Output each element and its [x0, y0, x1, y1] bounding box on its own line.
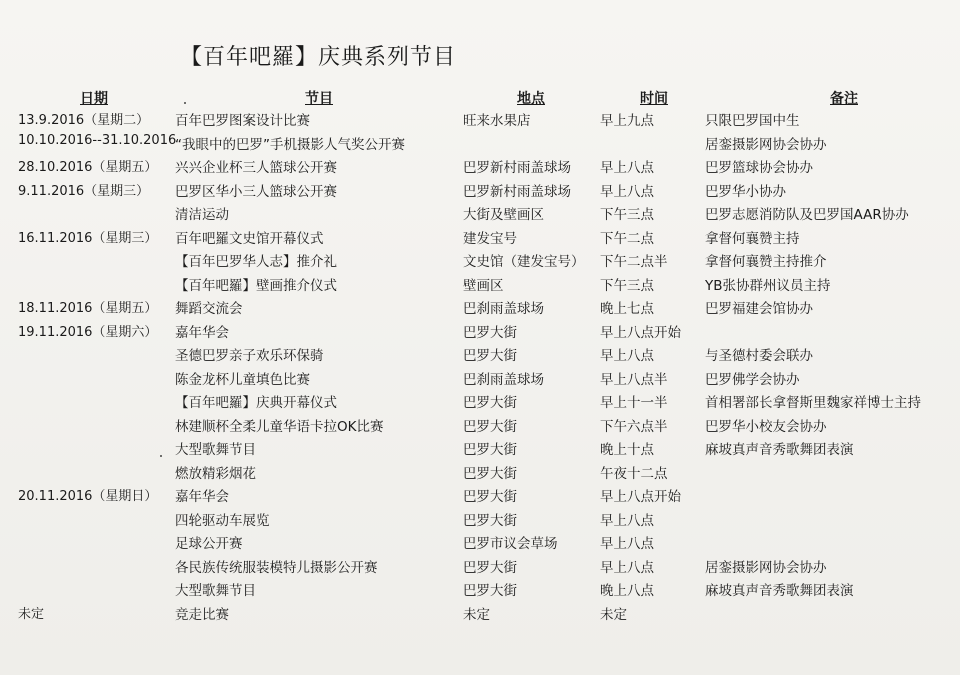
row-remarks: 巴罗华小协办 — [705, 183, 786, 200]
row-location: 建发宝号 — [463, 230, 517, 247]
row-time: 早上八点 — [600, 183, 654, 200]
row-location: 巴刹雨盖球场 — [463, 301, 544, 317]
header-remarks: 备注 — [830, 91, 858, 107]
row-program: 巴罗区华小三人篮球公开赛 — [175, 183, 337, 200]
row-time: 下午三点 — [600, 207, 654, 223]
row-location: 巴罗新村雨盖球场 — [463, 183, 571, 200]
table-row — [0, 130, 960, 154]
row-time: 早上八点 — [600, 536, 654, 552]
row-remarks: 首相署部长拿督斯里魏家祥博士主持 — [705, 395, 921, 411]
table-row — [0, 153, 960, 177]
row-location: 巴罗大街 — [463, 512, 517, 529]
row-time: 早上八点开始 — [600, 489, 681, 505]
header-program: 节目 — [305, 91, 333, 107]
row-date: 16.11.2016（星期三） — [18, 230, 158, 246]
row-location: 巴罗大街 — [463, 583, 517, 599]
row-location: 巴罗大街 — [463, 324, 517, 341]
schedule-table — [0, 106, 960, 623]
row-program: 竞走比赛 — [175, 606, 229, 623]
table-row — [0, 412, 960, 436]
row-time: 早上八点 — [600, 559, 654, 576]
row-location: 壁画区 — [463, 277, 504, 294]
row-program: 嘉年华会 — [175, 324, 229, 341]
row-location: 大街及壁画区 — [463, 207, 544, 223]
row-location: 巴罗大街 — [463, 418, 517, 435]
header-location: 地点 — [517, 91, 545, 107]
row-remarks: 巴罗志愿消防队及巴罗国AAR协办 — [705, 207, 909, 223]
row-program: 大型歌舞节目 — [175, 442, 256, 458]
row-time: 早上九点 — [600, 113, 654, 129]
row-location: 未定 — [463, 606, 490, 623]
row-program: “我眼中的巴罗”手机摄影人气奖公开赛 — [175, 136, 405, 153]
table-row — [0, 247, 960, 271]
row-program: 嘉年华会 — [175, 489, 229, 505]
row-time: 晚上七点 — [600, 301, 654, 317]
row-time: 晚上十点 — [600, 442, 654, 458]
row-program: 陈金龙杯儿童填色比赛 — [175, 371, 310, 388]
table-row — [0, 106, 960, 130]
row-time: 下午三点 — [600, 277, 654, 294]
table-row — [0, 294, 960, 318]
row-program: 舞蹈交流会 — [175, 301, 243, 317]
row-program: 清洁运动 — [175, 207, 229, 223]
row-location: 巴刹雨盖球场 — [463, 371, 544, 388]
table-row — [0, 200, 960, 224]
table-row — [0, 529, 960, 553]
row-time: 早上八点 — [600, 160, 654, 176]
row-date: 未定 — [18, 606, 45, 622]
table-row — [0, 365, 960, 389]
row-remarks: 巴罗福建会馆协办 — [705, 301, 813, 317]
table-row — [0, 576, 960, 600]
row-time: 未定 — [600, 606, 627, 623]
row-date: 9.11.2016（星期三） — [18, 183, 150, 199]
table-row — [0, 459, 960, 483]
row-location: 巴罗市议会草场 — [463, 536, 558, 552]
row-time: 早上八点 — [600, 512, 654, 529]
row-remarks: 巴罗佛学会协办 — [705, 371, 800, 388]
document-title: 【百年吧羅】庆典系列节目 — [180, 45, 457, 70]
row-program: 【百年巴罗华人志】推介礼 — [175, 254, 337, 270]
row-date: 20.11.2016（星期日） — [18, 489, 158, 504]
row-program: 百年吧羅文史馆开幕仪式 — [175, 230, 324, 247]
row-program: 燃放精彩烟花 — [175, 465, 256, 482]
row-time: 下午二点半 — [600, 254, 668, 270]
table-row — [0, 177, 960, 201]
row-remarks: 巴罗篮球协会协办 — [705, 160, 813, 176]
row-remarks: 麻坡真声音秀歌舞团表演 — [705, 583, 854, 599]
row-location: 巴罗大街 — [463, 395, 517, 411]
table-row — [0, 600, 960, 624]
row-time: 早上八点半 — [600, 371, 668, 388]
row-time: 午夜十二点 — [600, 465, 668, 482]
header-time: 时间 — [640, 91, 668, 107]
speck — [184, 102, 186, 104]
row-program: 【百年吧羅】庆典开幕仪式 — [175, 395, 337, 411]
row-date: 10.10.2016--31.10.2016 — [18, 132, 177, 148]
row-remarks: YB张协群州议员主持 — [705, 277, 831, 294]
row-time: 早上八点 — [600, 348, 654, 364]
row-time: 晚上八点 — [600, 583, 654, 599]
row-date: 13.9.2016（星期二） — [18, 113, 150, 128]
table-row — [0, 506, 960, 530]
row-date: 18.11.2016（星期五） — [18, 301, 158, 316]
row-program: 大型歌舞节目 — [175, 583, 256, 599]
row-time: 下午二点 — [600, 230, 654, 247]
table-row — [0, 318, 960, 342]
row-location: 巴罗新村雨盖球场 — [463, 160, 571, 176]
row-program: 【百年吧羅】壁画推介仪式 — [175, 277, 337, 294]
row-time: 下午六点半 — [600, 418, 668, 435]
row-date: 28.10.2016（星期五） — [18, 160, 158, 175]
row-remarks: 与圣德村委会联办 — [705, 348, 813, 364]
row-location: 巴罗大街 — [463, 489, 517, 505]
table-row — [0, 271, 960, 295]
row-remarks: 麻坡真声音秀歌舞团表演 — [705, 442, 854, 458]
table-row — [0, 553, 960, 577]
row-location: 巴罗大街 — [463, 348, 517, 364]
row-remarks: 拿督何襄赞主持 — [705, 230, 800, 247]
table-row — [0, 341, 960, 365]
table-row — [0, 435, 960, 459]
row-program: 百年巴罗图案设计比赛 — [175, 113, 310, 129]
row-program: 圣德巴罗亲子欢乐环保骑 — [175, 348, 324, 364]
row-program: 四轮驱动车展览 — [175, 512, 270, 529]
row-location: 巴罗大街 — [463, 442, 517, 458]
row-remarks: 巴罗华小校友会协办 — [705, 418, 827, 435]
row-program: 林建顺杯全柔儿童华语卡拉OK比赛 — [175, 418, 384, 435]
row-program: 各民族传统服装模特儿摄影公开赛 — [175, 559, 378, 576]
row-location: 巴罗大街 — [463, 559, 517, 576]
row-program: 兴兴企业杯三人篮球公开赛 — [175, 160, 337, 176]
row-location: 旺来水果店 — [463, 113, 531, 129]
row-remarks: 居銮摄影网协会协办 — [705, 559, 827, 576]
row-remarks: 只限巴罗国中生 — [705, 113, 800, 129]
row-time: 早上八点开始 — [600, 324, 681, 341]
row-location: 文史馆（建发宝号） — [463, 254, 585, 270]
table-row — [0, 482, 960, 506]
row-remarks: 居銮摄影网协会协办 — [705, 136, 827, 153]
row-program: 足球公开赛 — [175, 536, 243, 552]
row-location: 巴罗大街 — [463, 465, 517, 482]
row-date: 19.11.2016（星期六） — [18, 324, 158, 340]
table-row — [0, 388, 960, 412]
row-time: 早上十一半 — [600, 395, 668, 411]
header-date: 日期 — [80, 91, 108, 107]
row-remarks: 拿督何襄赞主持推介 — [705, 254, 827, 270]
table-row — [0, 224, 960, 248]
